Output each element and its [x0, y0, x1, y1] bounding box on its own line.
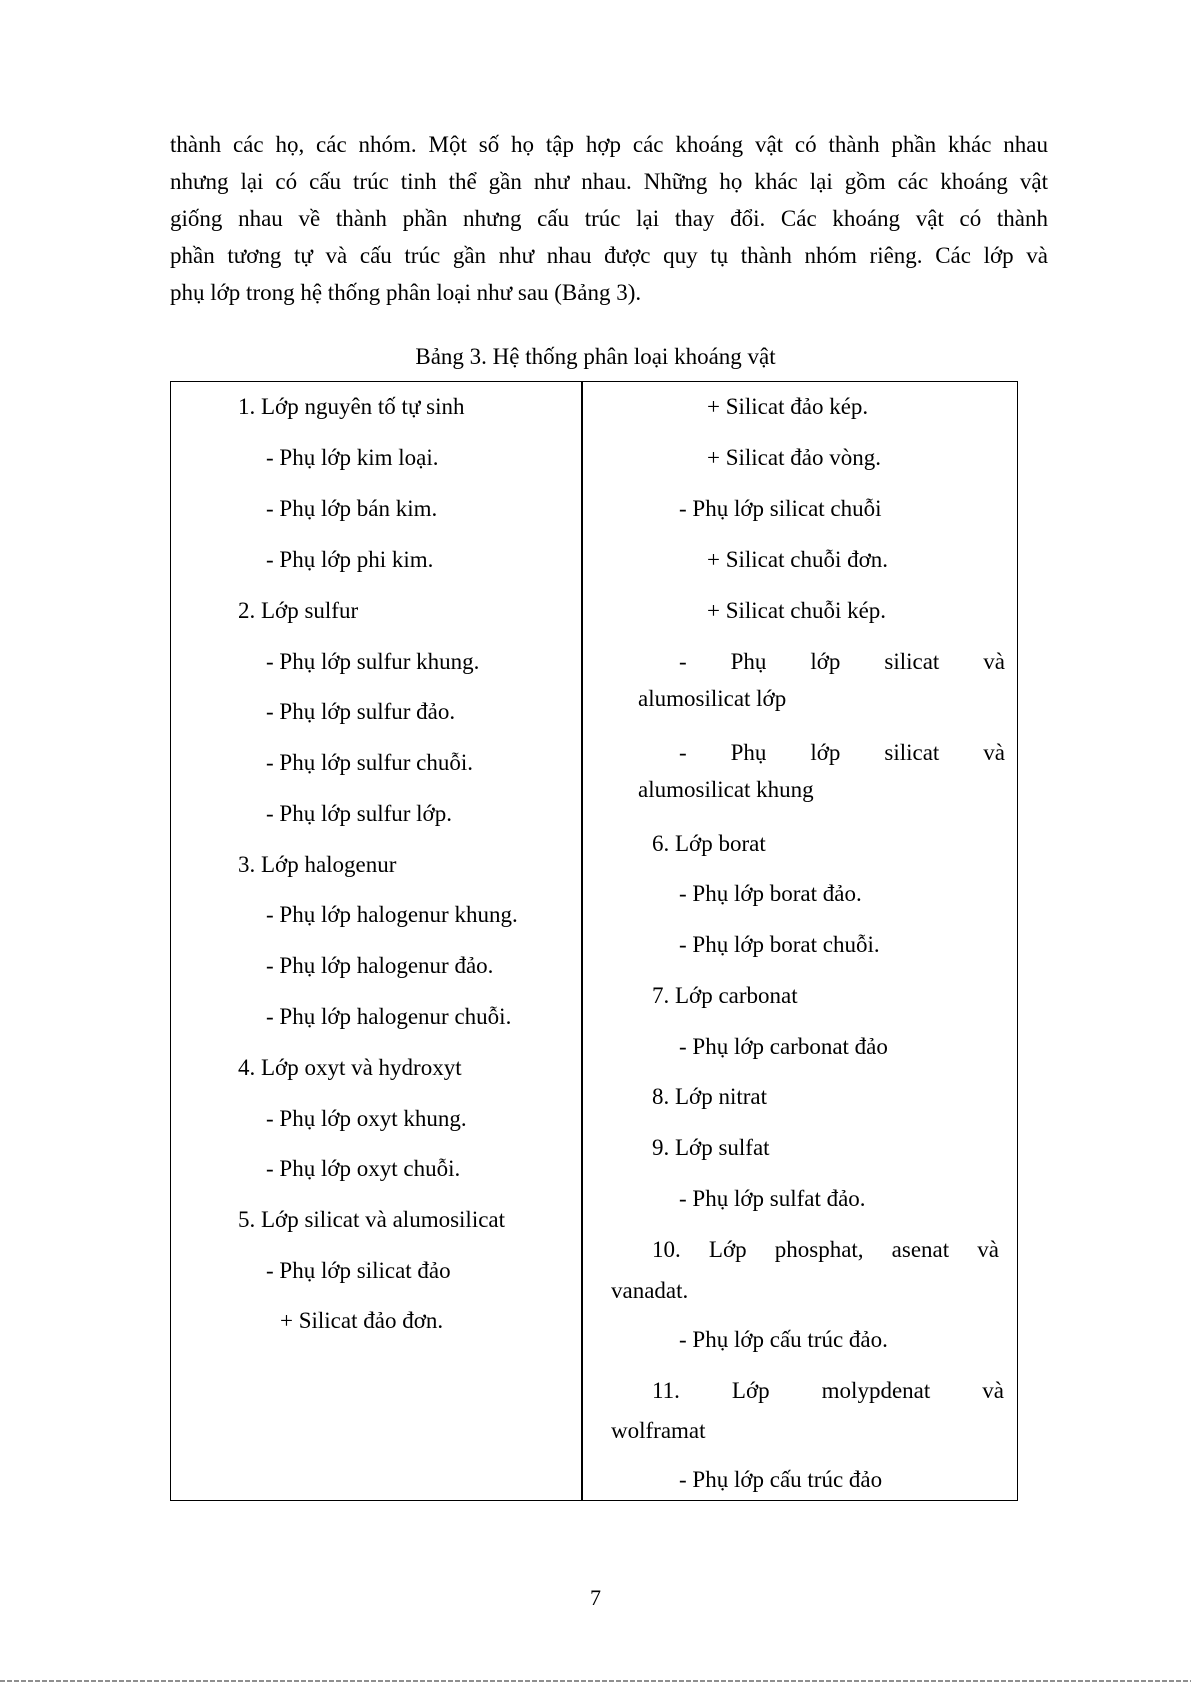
subclass-item: - Phụ lớp phi kim.: [266, 547, 434, 572]
class-heading: 5. Lớp silicat và alumosilicat: [238, 1207, 506, 1232]
subclass-item: - Phụ lớp borat chuỗi.: [679, 932, 880, 957]
subclass-item: - Phụ lớp carbonat đảo: [679, 1034, 888, 1059]
subclass-item: - Phụ lớp halogenur đảo.: [266, 953, 494, 978]
subclass-item: - Phụ lớp silicat và: [679, 740, 1005, 765]
subclass-item: - Phụ lớp oxyt khung.: [266, 1106, 467, 1131]
class-heading: 1. Lớp nguyên tố tự sinh: [238, 394, 465, 419]
subclass-item: - Phụ lớp sulfur chuỗi.: [266, 750, 474, 775]
subclass-item: - Phụ lớp cấu trúc đảo.: [679, 1327, 888, 1352]
subclass-item: - Phụ lớp halogenur chuỗi.: [266, 1004, 512, 1029]
paragraph-line: phần tương tự và cấu trúc gần như nhau được quy tụ thành nhóm riêng. Các lớp và: [170, 243, 1048, 268]
class-heading: 9. Lớp sulfat: [652, 1135, 770, 1160]
subclass-item: - Phụ lớp silicat chuỗi: [679, 496, 882, 521]
paragraph-line: giống nhau về thành phần nhưng cấu trúc lại thay đổi. Các khoáng vật có thành: [170, 206, 1048, 231]
subclass-item-continued: alumosilicat lớp: [638, 686, 787, 711]
subclass-item: - Phụ lớp sulfur đảo.: [266, 699, 456, 724]
subclass-item: - Phụ lớp kim loại.: [266, 445, 439, 470]
paragraph-line: phụ lớp trong hệ thống phân loại như sau (Bảng 3).: [170, 280, 642, 305]
paragraph-line: nhưng lại có cấu trúc tinh thể gần như nhau. Những họ khác lại gồm các khoáng vật: [170, 169, 1048, 194]
group-item: + Silicat đảo kép.: [707, 394, 869, 419]
footer-rule: [0, 1680, 1191, 1682]
subclass-item: - Phụ lớp bán kim.: [266, 496, 438, 521]
subclass-item: - Phụ lớp silicat đảo: [266, 1258, 451, 1283]
class-heading: 4. Lớp oxyt và hydroxyt: [238, 1055, 462, 1080]
subclass-item-continued: alumosilicat khung: [638, 777, 814, 802]
subclass-item: - Phụ lớp cấu trúc đảo: [679, 1467, 883, 1492]
subclass-item: - Phụ lớp halogenur khung.: [266, 902, 518, 927]
paragraph-line: thành các họ, các nhóm. Một số họ tập hợp các khoáng vật có thành phần khác nhau: [170, 132, 1048, 157]
class-heading: 6. Lớp borat: [652, 831, 766, 856]
subclass-item: - Phụ lớp silicat và: [679, 649, 1005, 674]
group-item: + Silicat chuỗi đơn.: [707, 547, 889, 572]
class-heading: 7. Lớp carbonat: [652, 983, 798, 1008]
class-heading: 2. Lớp sulfur: [238, 598, 359, 623]
class-heading: 3. Lớp halogenur: [238, 852, 397, 877]
subclass-item: - Phụ lớp sulfur khung.: [266, 649, 480, 674]
subclass-item: - Phụ lớp borat đảo.: [679, 881, 862, 906]
class-heading-continued: wolframat: [611, 1418, 706, 1443]
class-heading: 10. Lớp phosphat, asenat và: [652, 1237, 999, 1262]
group-item: + Silicat đảo đơn.: [280, 1308, 444, 1333]
table-column-divider: [581, 381, 583, 1501]
table-caption: Bảng 3. Hệ thống phân loại khoáng vật: [415, 344, 776, 369]
group-item: + Silicat đảo vòng.: [707, 445, 881, 470]
subclass-item: - Phụ lớp oxyt chuỗi.: [266, 1156, 461, 1181]
subclass-item: - Phụ lớp sulfur lớp.: [266, 801, 452, 826]
class-heading: 8. Lớp nitrat: [652, 1084, 767, 1109]
class-heading-continued: vanadat.: [611, 1278, 689, 1303]
page-number: 7: [590, 1585, 601, 1610]
group-item: + Silicat chuỗi kép.: [707, 598, 887, 623]
class-heading: 11. Lớp molypdenat và: [652, 1378, 1004, 1403]
subclass-item: - Phụ lớp sulfat đảo.: [679, 1186, 866, 1211]
